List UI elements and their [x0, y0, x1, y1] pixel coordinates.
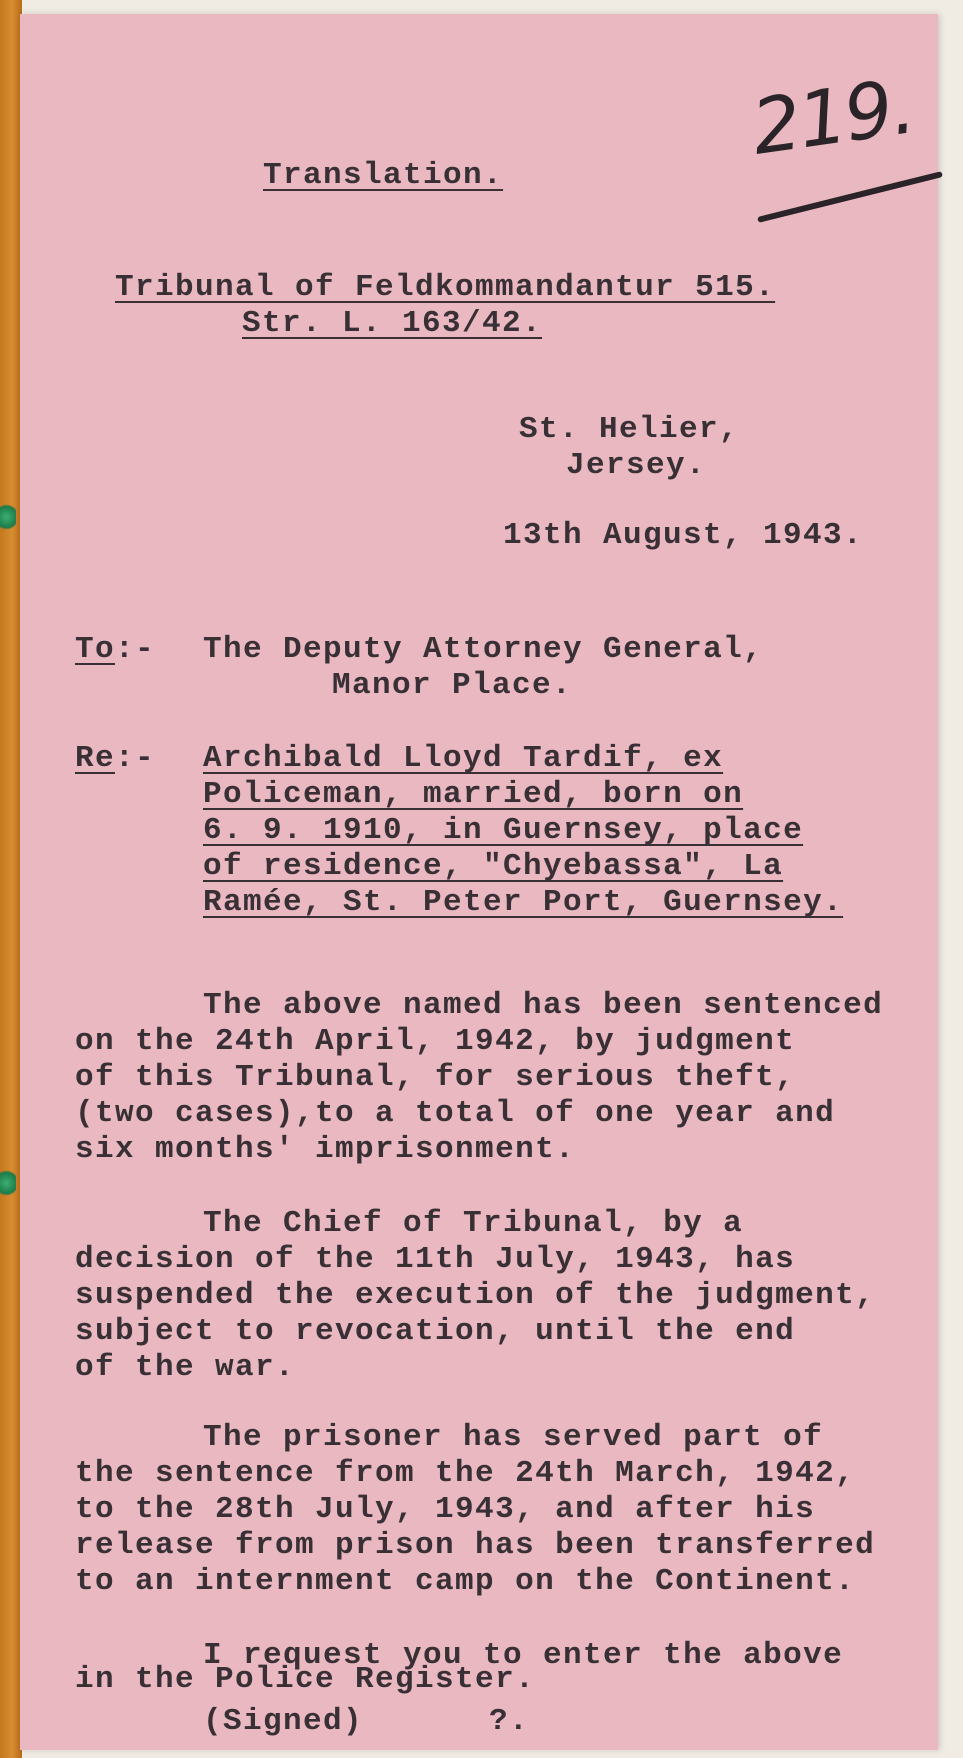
binding-thread	[0, 1168, 16, 1198]
body-line: decision of the 11th July, 1943, has	[75, 1242, 796, 1277]
body-line: to an internment camp on the Continent.	[75, 1564, 856, 1599]
body-line: I request you to enter the above	[203, 1638, 844, 1673]
body-line: the sentence from the 24th March, 1942,	[75, 1456, 856, 1491]
case-reference: Str. L. 163/42.	[242, 306, 543, 341]
binder-strip	[0, 0, 22, 1758]
subject-line: Ramée, St. Peter Port, Guernsey.	[203, 885, 844, 920]
body-line: release from prison has been transferred	[75, 1528, 876, 1563]
re-separator: :-	[115, 741, 156, 776]
body-line: on the 24th April, 1942, by judgment	[75, 1024, 796, 1059]
body-line: The prisoner has served part of	[203, 1420, 824, 1455]
signed-value: ?.	[489, 1704, 530, 1739]
subject-line: Archibald Lloyd Tardif, ex	[203, 741, 724, 776]
body-line: of this Tribunal, for serious theft,	[75, 1060, 796, 1095]
body-line: The above named has been sentenced	[203, 988, 884, 1023]
document-page	[20, 14, 938, 1750]
body-line: The Chief of Tribunal, by a	[203, 1206, 744, 1241]
to-label-group	[75, 632, 155, 668]
subject-line: 6. 9. 1910, in Guernsey, place	[203, 813, 804, 848]
body-line: subject to revocation, until the end	[75, 1314, 796, 1349]
subject-line: of residence, "Chyebassa", La	[203, 849, 784, 884]
recipient-line-1: The Deputy Attorney General,	[203, 632, 764, 667]
body-line: of the war.	[75, 1350, 296, 1385]
body-line: suspended the execution of the judgment,	[75, 1278, 876, 1313]
body-line: six months' imprisonment.	[75, 1132, 576, 1167]
re-label: Re	[75, 741, 116, 776]
subject-line: Policeman, married, born on	[203, 777, 744, 812]
body-line: (two cases),to a total of one year and	[75, 1096, 836, 1131]
signed-label: (Signed)	[203, 1704, 364, 1739]
place-line-2: Jersey.	[566, 448, 707, 483]
place-line-1: St. Helier,	[519, 412, 740, 447]
body-line: in the Police Register.	[75, 1662, 536, 1697]
to-separator: :-	[115, 632, 156, 667]
binding-thread	[0, 502, 16, 532]
letter-date: 13th August, 1943.	[503, 518, 864, 553]
body-line: to the 28th July, 1943, and after his	[75, 1492, 816, 1527]
recipient-line-2: Manor Place.	[332, 668, 573, 703]
handwritten-file-number: 219.	[746, 61, 919, 172]
re-label-group	[75, 741, 155, 777]
handwritten-underline	[757, 171, 943, 223]
tribunal-title: Tribunal of Feldkommandantur 515.	[115, 270, 776, 305]
to-label: To	[75, 632, 116, 667]
document-heading: Translation.	[263, 158, 504, 193]
